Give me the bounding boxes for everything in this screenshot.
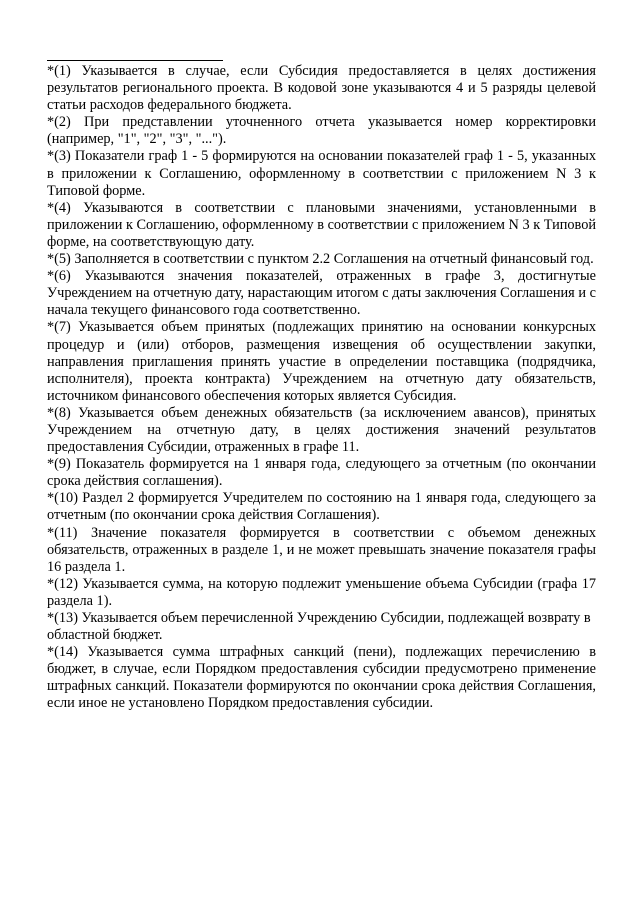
footnote-12: *(12) Указывается сумма, на которую подлежит уменьшение объема Субсидии (графа 17 раздела 1). — [47, 575, 596, 609]
footnote-5: *(5) Заполняется в соответствии с пунктом 2.2 Соглашения на отчетный финансовый год. — [47, 251, 594, 268]
footnote-4: *(4) Указываются в соответствии с плановыми значениями, установленными в приложении к Соглашению, оформленному в соответствии с приложением N 3 к Типовой форме, на соответствующую дату. — [47, 199, 596, 250]
footnote-8: *(8) Указывается объем денежных обязательств (за исключением авансов), принятых Учреждением на отчетную дату, в целях достижения значений результатов предоставления Субсидии, отраженных в графе 11. — [47, 404, 596, 456]
footnote-1: *(1) Указывается в случае, если Субсидия предоставляется в целях достижения результатов регионального проекта. В кодовой зоне указываются 4 и 5 разряды целевой статьи расходов федерального бюджета. — [47, 63, 596, 114]
footnote-10: *(10) Раздел 2 формируется Учредителем по состоянию на 1 января года, следующего за отчетным (по окончании срока действия Соглашения). — [47, 490, 596, 524]
footnote-9: *(9) Показатель формируется на 1 января года, следующего за отчетным (по окончании срока действия соглашения). — [47, 456, 596, 490]
footnote-11: *(11) Значение показателя формируется в соответствии с объемом денежных обязательств, отраженных в разделе 1, и не может превышать значение показателя графы 16 раздела 1. — [47, 524, 596, 575]
footnote-13: *(13) Указывается объем перечисленной Учреждению Субсидии, подлежащей возврату в областной бюджет. — [47, 610, 591, 644]
footnote-7: *(7) Указывается объем принятых (подлежащих принятию на основании конкурсных процедур и (или) отборов, размещения извещения об осуществлении закупки, направления приглашения принять участие в определении поставщика (подрядчика, исполнителя), проекта контракта) Учреждением на отчетную дату обязательств, источником финансового обеспечения которых является Субсидия. — [47, 319, 596, 404]
footnotes-list — [47, 63, 596, 713]
footnote-6: *(6) Указываются значения показателей, отраженных в графе 3, достигнутые Учреждением на отчетную дату, нарастающим итогом с даты заключения Соглашения и с начала текущего финансового года соответственно. — [47, 268, 596, 319]
footnote-separator — [47, 60, 223, 61]
footnote-2: *(2) При представлении уточненного отчета указывается номер корректировки (например, "1", "2", "3", "..."). — [47, 114, 596, 148]
footnote-3: *(3) Показатели граф 1 - 5 формируются на основании показателей граф 1 - 5, указанных в приложении к Соглашению, оформленному в соответствии с приложением N 3 к Типовой форме. — [47, 148, 596, 199]
footnote-14: *(14) Указывается сумма штрафных санкций (пени), подлежащих перечислению в бюджет, в случае, если Порядком предоставления субсидии предусмотрено применение штрафных санкций. Показатели формируются по окончании срока действия Соглашения, если иное не установлено Порядком предоставления субсидии. — [47, 644, 596, 712]
